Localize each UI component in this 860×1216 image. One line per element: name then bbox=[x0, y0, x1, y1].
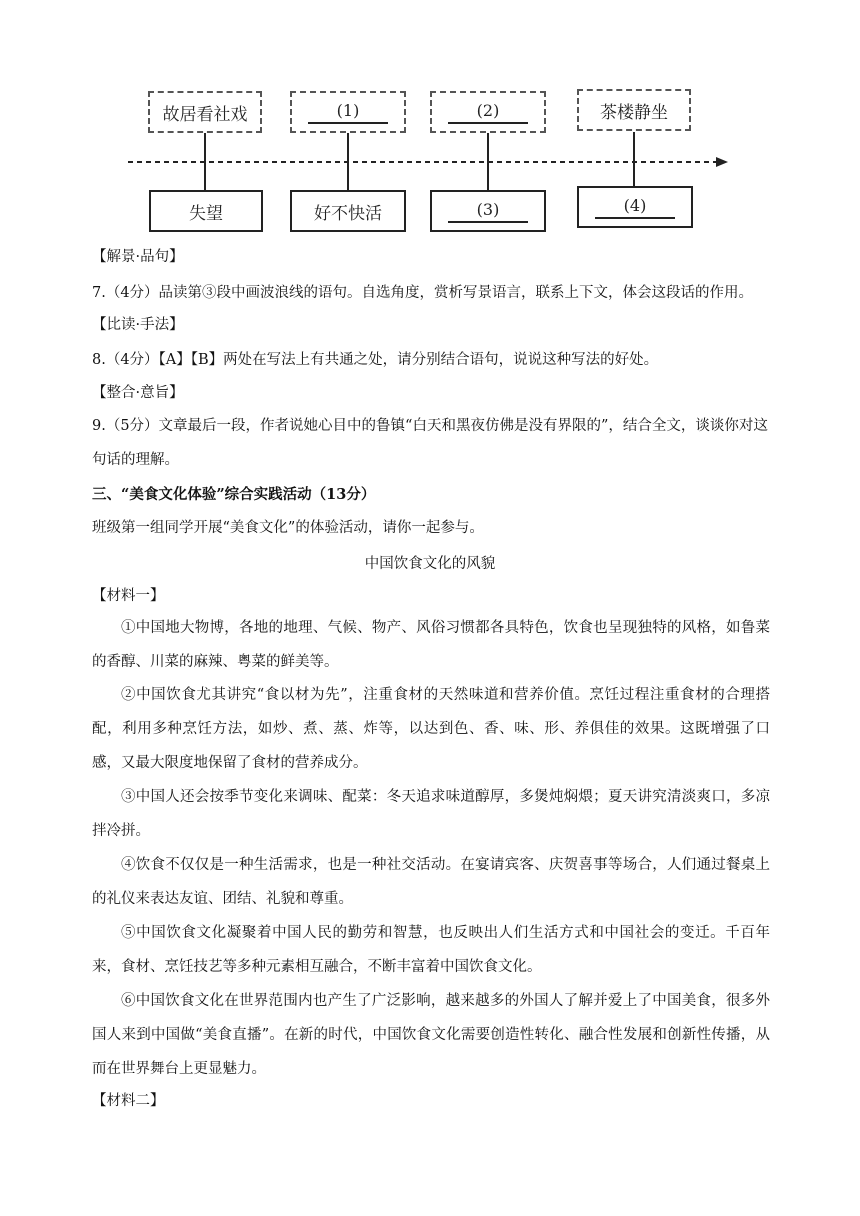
flow-diagram bbox=[0, 0, 860, 240]
material-1-heading: 【材料一】 bbox=[92, 588, 165, 604]
part-3-heading: 三、“美食文化体验”综合实践活动（13分） bbox=[92, 486, 376, 503]
paragraph-4: ④饮食不仅仅是一种生活需求，也是一种社交活动。在宴请宾客、庆贺喜事等场合，人们通过餐桌上的礼仪来表达友谊、团结、礼貌和尊重。 bbox=[92, 857, 770, 907]
top-box-4-label: 茶楼静坐 bbox=[600, 102, 668, 123]
top-box-2 bbox=[290, 91, 406, 133]
section-heading-zhenghe: 【整合·意旨】 bbox=[92, 385, 184, 401]
article-title: 中国饮食文化的风貌 bbox=[364, 556, 496, 572]
blank-4: (4) bbox=[595, 196, 675, 219]
top-box-3 bbox=[430, 91, 546, 133]
part-3-intro: 班级第一组同学开展“美食文化”的体验活动，请你一起参与。 bbox=[92, 520, 484, 536]
top-box-1-label: 故居看社戏 bbox=[162, 104, 248, 125]
paragraph-5: ⑤中国饮食文化凝聚着中国人民的勤劳和智慧，也反映出人们生活方式和中国社会的变迁。千百年来，食材、烹饪技艺等多种元素相互融合，不断丰富着中国饮食文化。 bbox=[92, 925, 770, 975]
section-heading-bidu: 【比读·手法】 bbox=[92, 317, 184, 333]
paragraph-6: ⑥中国饮食文化在世界范围内也产生了广泛影响，越来越多的外国人了解并爱上了中国美食，很多外国人来到中国做“美食直播”。在新的时代，中国饮食文化需要创造性转化、融合性发展和创新性传播，从而在世界舞台上更显魅力。 bbox=[92, 993, 770, 1077]
blank-2: (2) bbox=[448, 101, 528, 124]
paragraph-3: ③中国人还会按季节变化来调味、配菜：冬天追求味道醇厚，多煲炖焖煨；夏天讲究清淡爽口，多凉拌冷拼。 bbox=[92, 789, 770, 839]
section-heading-jiejing: 【解景·品句】 bbox=[92, 249, 184, 265]
question-8: 8.（4分）【A】【B】两处在写法上有共通之处，请分别结合语句，说说这种写法的好处。 bbox=[92, 352, 659, 368]
paragraph-1: ①中国地大物博，各地的地理、气候、物产、风俗习惯都各具特色，饮食也呈现独特的风格，如鲁菜的香醇、川菜的麻辣、粤菜的鲜美等。 bbox=[92, 620, 770, 670]
top-box-4 bbox=[577, 89, 691, 131]
arrow-head-icon bbox=[716, 157, 728, 167]
bottom-box-3 bbox=[430, 190, 546, 232]
bottom-box-4 bbox=[577, 186, 693, 228]
bottom-box-2 bbox=[290, 190, 406, 232]
blank-1: (1) bbox=[308, 101, 388, 124]
paragraph-2: ②中国饮食尤其讲究“食以材为先”，注重食材的天然味道和营养价值。烹饪过程注重食材的合理搭配，利用多种烹饪方法，如炒、煮、蒸、炸等，以达到色、香、味、形、养俱佳的效果。这既增强了口感，又最大限度地保留了食材的营养成分。 bbox=[92, 687, 770, 771]
top-box-1 bbox=[148, 91, 262, 133]
bottom-box-2-label: 好不快活 bbox=[314, 203, 382, 224]
question-7: 7.（4分）品读第③段中画波浪线的语句。自选角度，赏析写景语言，联系上下文，体会这段话的作用。 bbox=[92, 285, 754, 301]
bottom-box-1 bbox=[149, 190, 263, 232]
bottom-box-1-label: 失望 bbox=[189, 203, 223, 224]
blank-3: (3) bbox=[448, 200, 528, 223]
question-9: 9.（5分）文章最后一段，作者说她心目中的鲁镇“白天和黑夜仿佛是没有界限的”，结合全文，谈谈你对这句话的理解。 bbox=[92, 418, 768, 468]
material-2-heading: 【材料二】 bbox=[92, 1093, 165, 1109]
